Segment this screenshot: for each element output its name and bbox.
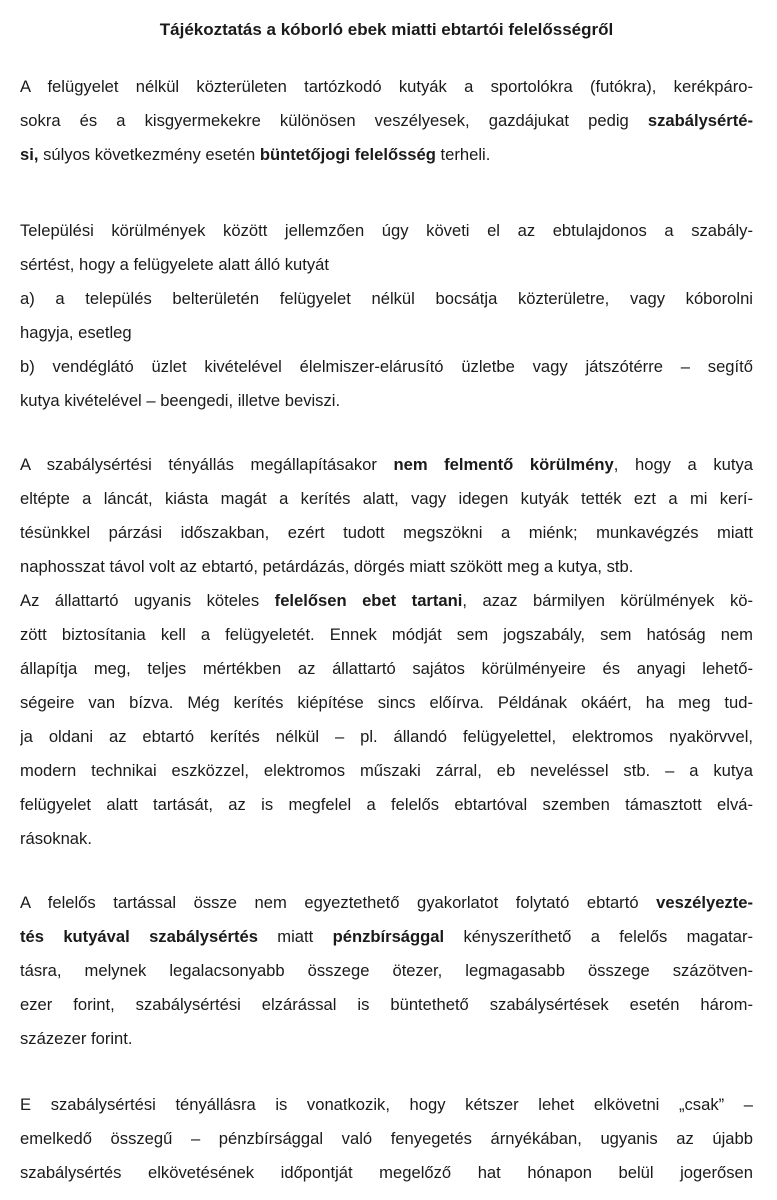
text-line [20, 70, 753, 104]
text-line [20, 384, 753, 418]
text-line [20, 516, 753, 550]
text-run: rásoknak. [20, 829, 92, 848]
text-line [20, 954, 753, 988]
bold-text-run: si, [20, 145, 39, 164]
paragraph-repeat-offence [20, 1088, 753, 1190]
text-line [20, 584, 753, 618]
paragraph-violation-forms [20, 214, 753, 418]
bold-text-run: veszélyezte- [656, 893, 753, 912]
text-run: A felelős tartással össze nem egyeztethető gyakorlatot folytató ebtartó [20, 893, 657, 912]
text-line [20, 248, 753, 282]
text-line [20, 1022, 753, 1056]
text-line [20, 550, 753, 584]
text-line [20, 138, 753, 172]
bold-text-run: tés kutyával szabálysértés [20, 927, 258, 946]
text-line [20, 618, 753, 652]
text-run: zött biztosítania kell a felügyeletét. Ennek módját sem jogszabály, sem hatóság nem [20, 625, 753, 644]
text-line [20, 720, 753, 754]
bold-text-run: nem felmentő körülmény [393, 455, 614, 474]
text-run: , azaz bármilyen körülmények kö- [462, 591, 753, 610]
text-run: tásra, melynek legalacsonyabb összege ötezer, legmagasabb összege százötven- [20, 961, 753, 980]
text-line [20, 652, 753, 686]
text-run: ezer forint, szabálysértési elzárással is büntethető szabálysértések esetén három- [20, 995, 753, 1014]
text-run: modern technikai eszközzel, elektromos műszaki zárral, eb neveléssel stb. – a kutya [20, 761, 753, 780]
text-run: A felügyelet nélkül közterületen tartózkodó kutyák a sportolókra (futókra), kerékpáro- [20, 77, 753, 96]
text-line [20, 350, 753, 384]
text-run: ségeire van bízva. Még kerítés kiépítése sincs előírva. Példának okáért, ha meg tud- [20, 693, 753, 712]
bold-text-run: felelősen ebet tartani [274, 591, 463, 610]
text-line [20, 282, 753, 316]
text-run: felügyelet alatt tartását, az is megfelel a felelős ebtartóval szemben támasztott elvá- [20, 795, 753, 814]
text-run: sértést, hogy a felügyelete alatt álló kutyát [20, 255, 330, 274]
text-line [20, 1088, 753, 1122]
text-line [20, 988, 753, 1022]
text-run: sokra és a kisgyermekekre különösen veszélyesek, gazdájukat pedig [20, 111, 648, 130]
text-line [20, 686, 753, 720]
paragraph-no-excuse [20, 448, 753, 856]
text-line [20, 1156, 753, 1190]
text-run: emelkedő összegű – pénzbírsággal való fenyegetés árnyékában, ugyanis az újabb [20, 1129, 753, 1148]
text-run: E szabálysértési tényállásra is vonatkozik, hogy kétszer lehet elkövetni „csak” – [20, 1095, 753, 1114]
bold-text-run: pénzbírsággal [332, 927, 445, 946]
text-line [20, 788, 753, 822]
text-run: b) vendéglátó üzlet kivételével élelmiszer-elárusító üzletbe vagy játszótérre – segítő [20, 357, 753, 376]
text-line [20, 316, 753, 350]
text-run: hagyja, esetleg [20, 323, 132, 342]
text-run: állapítja meg, teljes mértékben az állattartó sajátos körülményeire és anyagi lehető- [20, 659, 753, 678]
text-run: szabálysértés elkövetésének időpontját megelőző hat hónapon belül jogerősen [20, 1163, 753, 1182]
text-line [20, 754, 753, 788]
text-line [20, 482, 753, 516]
text-run: kutya kivételével – beengedi, illetve beviszi. [20, 391, 341, 410]
text-run: A szabálysértési tényállás megállapításakor [20, 455, 394, 474]
text-line [20, 448, 753, 482]
text-run: súlyos következmény esetén [38, 145, 260, 164]
text-line [20, 822, 753, 856]
text-run: tésünkkel párzási időszakban, ezért tudott megszökni a miénk; munkavégzés miatt [20, 523, 753, 542]
text-line [20, 104, 753, 138]
text-run: a) a település belterületén felügyelet nélkül bocsátja közterületre, vagy kóborolni [20, 289, 753, 308]
text-run: naphosszat távol volt az ebtartó, petárdázás, dörgés miatt szökött meg a kutya, stb. [20, 557, 634, 576]
text-run: terheli. [435, 145, 491, 164]
text-line [20, 1122, 753, 1156]
text-line [20, 886, 753, 920]
text-run: , hogy a kutya [613, 455, 753, 474]
bold-text-run: szabálysérté- [647, 111, 753, 130]
text-line [20, 920, 753, 954]
text-run: kényszeríthető a felelős magatar- [444, 927, 753, 946]
text-run: miatt [257, 927, 333, 946]
paragraph-penalty [20, 886, 753, 1056]
document-title: Tájékoztatás a kóborló ebek miatti ebtartói felelősségről [159, 20, 614, 39]
bold-text-run: büntetőjogi felelősség [259, 145, 436, 164]
text-run: Települési körülmények között jellemzően úgy követi el az ebtulajdonos a szabály- [20, 221, 753, 240]
text-run: Az állattartó ugyanis köteles [20, 591, 275, 610]
text-run: ja oldani az ebtartó kerítés nélkül – pl. állandó felügyelettel, elektromos nyakörvvel, [20, 727, 753, 746]
text-run: százezer forint. [20, 1029, 133, 1048]
paragraph-dangers [20, 70, 753, 172]
text-run: eltépte a láncát, kiásta magát a kerítés alatt, vagy idegen kutyák tették ezt a mi kerí- [20, 489, 753, 508]
text-line [20, 214, 753, 248]
